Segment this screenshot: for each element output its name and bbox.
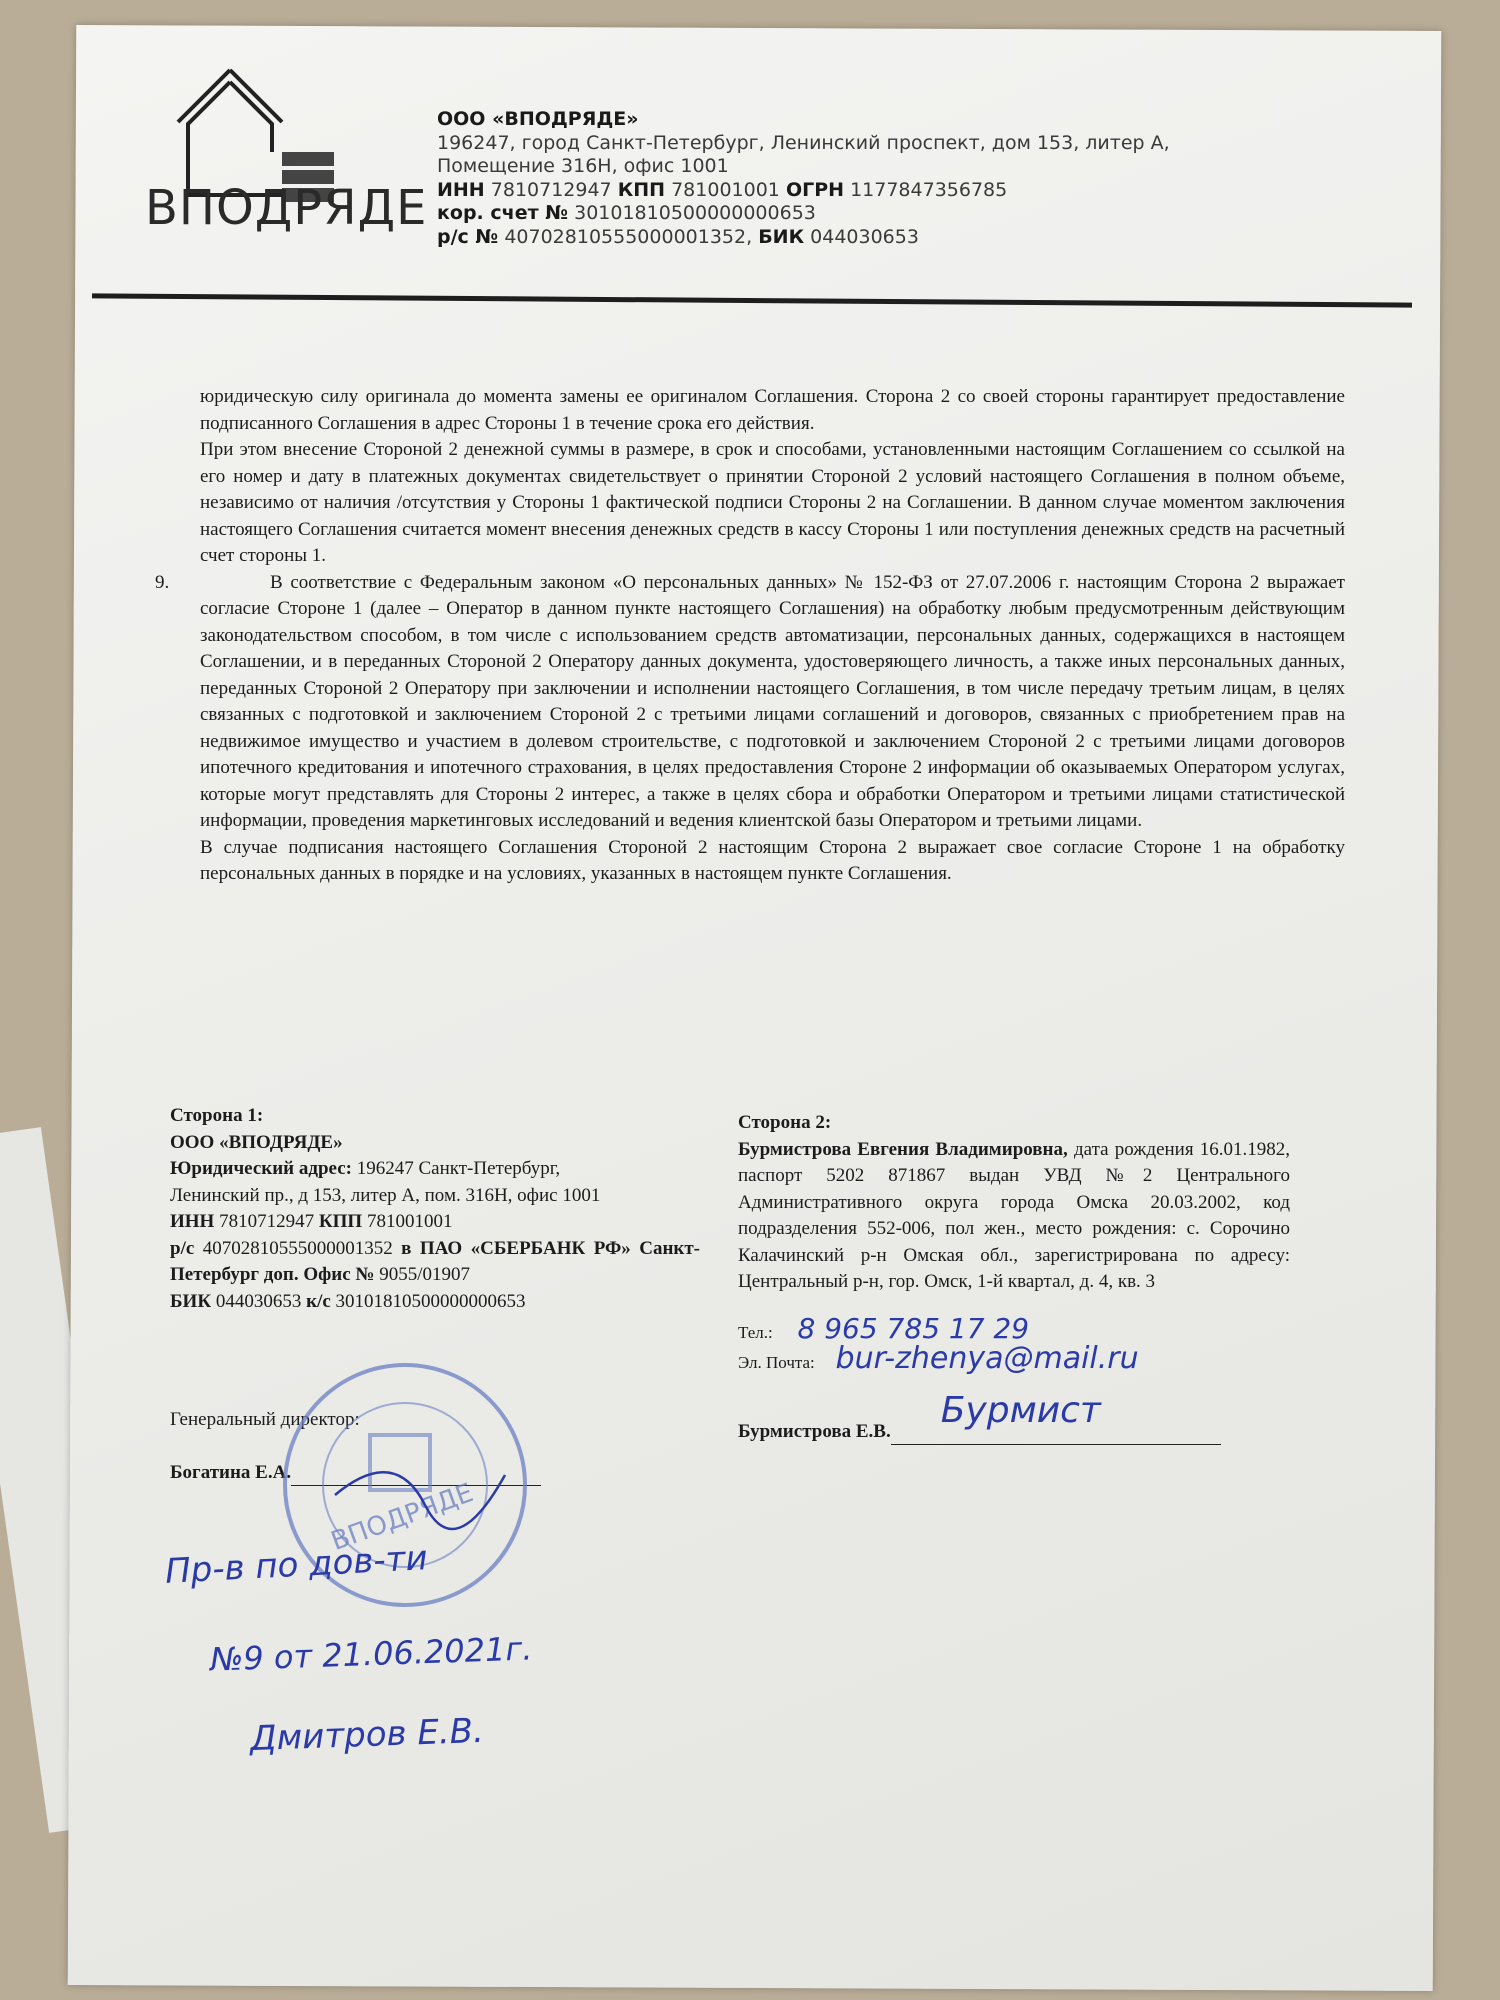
email-handwritten: bur-zhenya@mail.ru	[835, 1341, 1139, 1376]
paragraph: юридическую силу оригинала до момента замены ее оригиналом Соглашения. Сторона 2 со своей стороны гарантирует предоставление подписанного Соглашения в адрес Стороны 1 в течение срока его действия.	[200, 386, 1345, 434]
logo-wordmark: ВПОДРЯДЕ	[145, 180, 428, 236]
document-page	[68, 25, 1442, 1991]
party-2-details: Сторона 2: Бурмистрова Евгения Владимировна, дата рождения 16.01.1982, паспорт 5202 871867 выдан УВД №2 Центрального Административного округа города Омска 20.03.2002, код подразделения 552-006, пол жен., место рождения: с. Сорочино Калачинский р-н Омская обл., зарегистрирована по адресу: Центральный р-н, гор. Омск, 1-й квартал, д. 4, кв. 3 Тел.: 8 965 785 17 29 Эл. Почта: bur-zhenya@mail.ru Бурмистрова Е.В. Бурмист	[738, 1110, 1290, 1445]
signatory-1: Богатина Е.А.	[170, 1461, 292, 1483]
company-ids: ИНН 7810712947 КПП 781001001 ОГРН 1177847356785	[437, 178, 1008, 201]
correspondent-account: кор. счет № 30101810500000000653	[437, 202, 816, 224]
director-label: Генеральный директор:	[170, 1409, 360, 1430]
handwritten-note: Пр-в по дов-ти	[164, 1538, 429, 1592]
handwritten-note: Дмитров Е.В.	[249, 1710, 485, 1760]
address-line: 196247, город Санкт-Петербург, Ленинский проспект, дом 153, литер А,	[437, 131, 1170, 154]
address-line: Помещение 316Н, офис 1001	[437, 155, 729, 177]
signature-2: Бурмист	[940, 1390, 1101, 1431]
party-1-details: Сторона 1: ООО «ВПОДРЯДЕ» Юридический адрес: 196247 Санкт-Петербург, Ленинский пр., д 153, литер А, пом. 316Н, офис 1001 ИНН 7810712947 КПП 781001001 р/с 40702810555000001352 в ПАО «СБЕРБАНК РФ» Санкт-Петербург доп. Офис № 9055/01907 БИК 044030653 к/с 30101810500000000653 Генеральный директор: Богатина Е.А.	[170, 1103, 700, 1486]
signatory-2: Бурмистрова Е.В.	[738, 1420, 891, 1442]
svg-text:ВПОДРЯДЕ: ВПОДРЯДЕ	[327, 1477, 478, 1557]
letterhead	[437, 108, 1170, 249]
paragraph: При этом внесение Стороной 2 денежной суммы в размере, в срок и способами, установленными настоящим Соглашением со ссылкой на его номер и дату в платежных документах свидетельствует о принятии Стороной 2 условий настоящего Соглашения в полном объеме, независимо от наличия /отсутствия у Стороны 1 фактической подписи Стороны 2 на Соглашении. В данном случае моментом заключения настоящего Соглашения считается момент внесения денежных средств в кассу Стороны 1 или поступления денежных средств на расчетный счет стороны 1.	[200, 439, 1345, 566]
paragraph: В случае подписания настоящего Соглашения Стороной 2 настоящим Сторона 2 выражает свое согласие Стороне 1 на обработку персональных данных в порядке и на условиях, указанных в настоящем пункте Соглашения.	[200, 836, 1345, 884]
paragraph-item-9: В соответствие с Федеральным законом «О персональных данных» № 152-ФЗ от 27.07.2006 г. настоящим Сторона 2 выражает согласие Стороне 1 (далее – Оператор в данном пункте настоящего Соглашения) на обработку любым предусмотренным действующим законодательством способом, в том числе с использованием средств автоматизации, персональных данных, содержащихся в настоящем Соглашении, и в переданных Стороной 2 Оператору данных документа, удостоверяющего личность, а также иных персональных данных, переданных Стороной 2 Оператору при заключении и исполнении настоящего Соглашения, в том числе передачу третьим лицам, в целях связанных с подготовкой и заключением Стороной 2 с третьими лицами соглашений и договоров, связанных с приобретением прав на недвижимое имущество и участием в долевом строительстве, с подготовкой и заключением Стороной 2 с третьими лицами договоров ипотечного кредитования и ипотечного страхования, в целях предоставления Стороне 2 информации об оказываемых Оператором услугах, которые могут представлять для Стороны 2 интерес, а также в целях сбора и обработки Оператором и третьими лицами статистической информации, проведения маркетинговых исследований и ведения клиентской базы Оператором и третьими лицами.	[200, 571, 1345, 831]
phone-handwritten: 8 965 785 17 29	[797, 1311, 1030, 1345]
settlement-account: р/с № 40702810555000001352, БИК 044030653	[437, 225, 919, 248]
item-number: 9.	[155, 571, 170, 593]
agreement-body	[155, 384, 1345, 888]
handwritten-note: №9 от 21.06.2021г.	[209, 1629, 533, 1679]
company-name: ООО «ВПОДРЯДЕ»	[437, 108, 639, 130]
